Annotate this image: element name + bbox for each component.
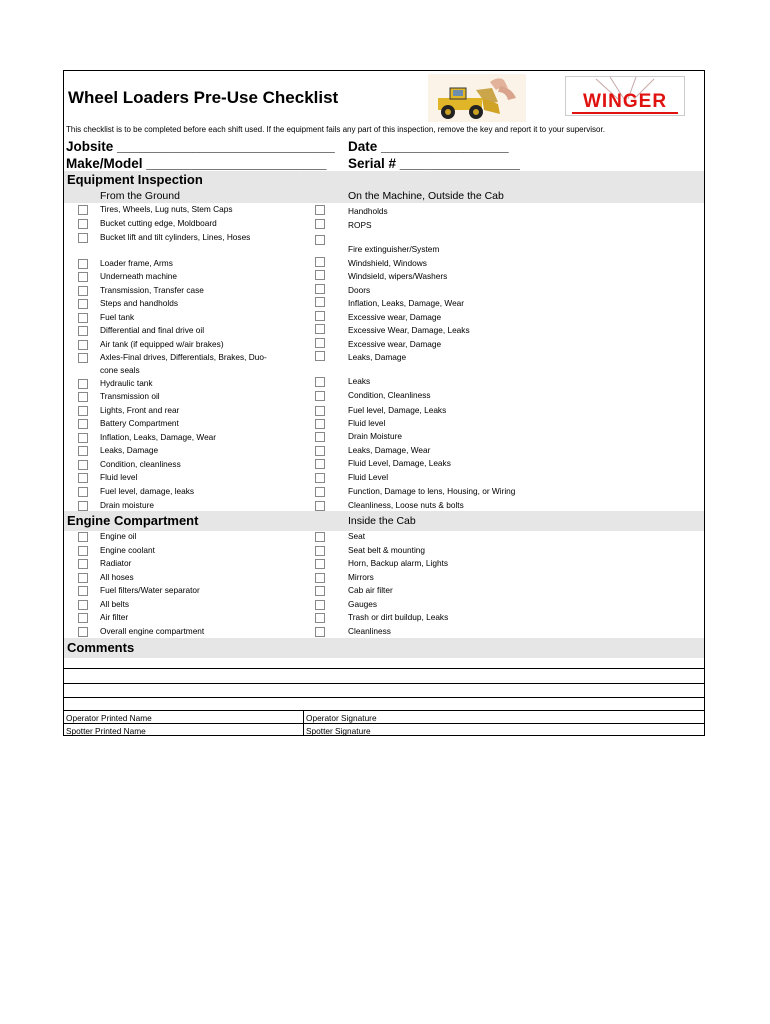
checklist-item-label: All hoses [100,572,134,582]
checklist-form [63,70,705,736]
checklist-item-label: Underneath machine [100,271,178,281]
checklist-item-label: Cleanliness [348,626,391,636]
checkbox[interactable] [315,586,325,596]
checklist-item-label: Fuel level, damage, leaks [100,486,195,496]
checkbox[interactable] [78,433,88,443]
equipment-inspection-title: Equipment Inspection [67,172,203,187]
footer-line [64,723,704,724]
operator-name-field[interactable]: Operator Printed Name [66,713,152,723]
checkbox[interactable] [78,600,88,610]
checkbox[interactable] [315,432,325,442]
checkbox[interactable] [78,379,88,389]
checkbox[interactable] [315,338,325,348]
checklist-item-label: Handholds [348,206,388,216]
checklist-item-label: Drain Moisture [348,431,402,441]
checklist-item-label: Drain moisture [100,500,154,510]
instructions-text: This checklist is to be completed before each shift used. If the equipment fails any part of this inspection, remove the key and report it to your supervisor. [66,125,605,134]
checklist-item-label: Mirrors [348,572,374,582]
checklist-item-label: Seat [348,531,366,541]
checklist-item-label: Steps and handholds [100,298,178,308]
checkbox[interactable] [315,532,325,542]
checklist-item-label: Function, Damage to lens, Housing, or Wiring [348,486,516,496]
checklist-item-label: Engine oil [100,531,137,541]
checklist-item-label: Inflation, Leaks, Damage, Wear [100,432,217,442]
checkbox[interactable] [78,340,88,350]
checkbox[interactable] [78,501,88,511]
winger-logo [565,76,685,116]
checkbox[interactable] [78,419,88,429]
checkbox[interactable] [315,501,325,511]
checklist-item-label: Condition, cleanliness [100,459,181,469]
checklist-item-label: Cab air filter [348,585,393,595]
checklist-item-label: Fluid Level, Damage, Leaks [348,458,451,468]
checklist-item-label: Battery Compartment [100,418,179,428]
checkbox[interactable] [78,573,88,583]
checklist-item-label: Radiator [100,558,132,568]
checklist-item-label: Condition, Cleanliness [348,390,431,400]
checkbox[interactable] [315,627,325,637]
checkbox[interactable] [315,546,325,556]
jobsite-field[interactable]: Jobsite _____________________________ [66,139,335,154]
checklist-item-label: Windsield, wipers/Washers [348,271,448,281]
checkbox[interactable] [78,259,88,269]
checkbox[interactable] [315,257,325,267]
checkbox[interactable] [78,546,88,556]
checkbox[interactable] [78,559,88,569]
comment-line [64,710,704,711]
checkbox[interactable] [315,487,325,497]
checkbox[interactable] [78,205,88,215]
checklist-item-label: ROPS [348,220,372,230]
checkbox[interactable] [78,272,88,282]
inside-cab-heading: Inside the Cab [348,515,416,527]
checkbox[interactable] [315,473,325,483]
checkbox[interactable] [315,324,325,334]
checkbox[interactable] [315,235,325,245]
checkbox[interactable] [315,311,325,321]
checkbox[interactable] [78,219,88,229]
checklist-item-label: Doors [348,285,371,295]
checklist-item-label: Seat belt & mounting [348,545,426,555]
checklist-item-label: Bucket lift and tilt cylinders, Lines, Hoses [100,232,251,242]
checkbox[interactable] [315,297,325,307]
checklist-item-label: Tires, Wheels, Lug nuts, Stem Caps [100,204,233,214]
from-ground-heading: From the Ground [100,190,180,202]
checklist-item-label: Trash or dirt buildup, Leaks [348,612,449,622]
checkbox[interactable] [315,270,325,280]
checkbox[interactable] [315,391,325,401]
checkbox[interactable] [315,600,325,610]
checkbox[interactable] [78,532,88,542]
checkbox[interactable] [315,351,325,361]
checklist-item-label: Transmission oil [100,391,160,401]
checkbox[interactable] [78,613,88,623]
checklist-item-label: Leaks [348,376,371,386]
checkbox[interactable] [78,446,88,456]
checklist-item-label: Axles-Final drives, Differentials, Brakes, Duo- [100,352,267,362]
checklist-item-label: Windshield, Windows [348,258,427,268]
serial-field[interactable]: Serial # ________________ [348,156,520,171]
checklist-item-label: Fire extinguisher/System [348,244,440,254]
checklist-item-label: Air tank (if equipped w/air brakes) [100,339,224,349]
checklist-item-label: Air filter [100,612,129,622]
checkbox[interactable] [78,627,88,637]
checkbox[interactable] [315,205,325,215]
spotter-signature-field[interactable]: Spotter Signature [306,726,371,736]
checklist-item-label: Excessive Wear, Damage, Leaks [348,325,470,335]
checkbox[interactable] [315,446,325,456]
checkbox[interactable] [315,284,325,294]
checkbox[interactable] [78,326,88,336]
date-field[interactable]: Date _________________ [348,139,509,154]
checkbox[interactable] [78,286,88,296]
checklist-item-label: Engine coolant [100,545,155,555]
checklist-item-label: Fluid Level [348,472,389,482]
make-model-field[interactable]: Make/Model ________________________ [66,156,327,171]
checklist-item-label: Lights, Front and rear [100,405,180,415]
operator-signature-field[interactable]: Operator Signature [306,713,377,723]
spotter-name-field[interactable]: Spotter Printed Name [66,726,146,736]
checkbox[interactable] [78,233,88,243]
checklist-item-label: Hydraulic tank [100,378,153,388]
checkbox[interactable] [315,219,325,229]
checklist-item-label: Leaks, Damage, Wear [348,445,431,455]
checkbox[interactable] [78,392,88,402]
checkbox[interactable] [78,460,88,470]
checklist-item-label: Excessive wear, Damage [348,312,442,322]
checkbox[interactable] [78,487,88,497]
checklist-item-label: Inflation, Leaks, Damage, Wear [348,298,465,308]
checklist-item-label: Fuel tank [100,312,135,322]
checkbox[interactable] [315,559,325,569]
checkbox[interactable] [78,299,88,309]
comment-line [64,697,704,698]
checklist-item-label: Fluid level [348,418,386,428]
checkbox[interactable] [315,419,325,429]
checkbox[interactable] [78,473,88,483]
checkbox[interactable] [315,573,325,583]
checklist-item-label: Loader frame, Arms [100,258,173,268]
checklist-item-label: All belts [100,599,130,609]
checklist-item-label: Fuel filters/Water separator [100,585,200,595]
comment-line [64,683,704,684]
checklist-item-label: Horn, Backup alarm, Lights [348,558,449,568]
checkbox[interactable] [78,353,88,363]
comment-line [64,668,704,669]
checklist-item-label: Gauges [348,599,378,609]
page-title: Wheel Loaders Pre-Use Checklist [68,88,339,107]
logo-text: WINGER [582,91,668,112]
checklist-item-label: Bucket cutting edge, Moldboard [100,218,217,228]
checklist-item-label: Fuel level, Damage, Leaks [348,405,447,415]
checkbox[interactable] [78,586,88,596]
checklist-item-label: Cleanliness, Loose nuts & bolts [348,500,464,510]
checklist-item-label: Leaks, Damage [100,445,159,455]
checkbox[interactable] [315,613,325,623]
checkbox[interactable] [78,406,88,416]
on-machine-heading: On the Machine, Outside the Cab [348,190,504,202]
comments-title: Comments [67,640,135,655]
checklist-item-label: Excessive wear, Damage [348,339,442,349]
checklist-item-label: Transmission, Transfer case [100,285,204,295]
checklist-item-label: Differential and final drive oil [100,325,205,335]
wheel-loader-illustration [428,74,526,122]
checkbox[interactable] [315,406,325,416]
checkbox[interactable] [315,377,325,387]
checklist-item-label: Fluid level [100,472,138,482]
checkbox[interactable] [315,459,325,469]
checklist-item-label: cone seals [100,365,140,375]
checkbox[interactable] [78,313,88,323]
engine-compartment-title: Engine Compartment [67,513,199,528]
comments-header [64,638,704,658]
checklist-item-label: Overall engine compartment [100,626,205,636]
checklist-item-label: Leaks, Damage [348,352,407,362]
